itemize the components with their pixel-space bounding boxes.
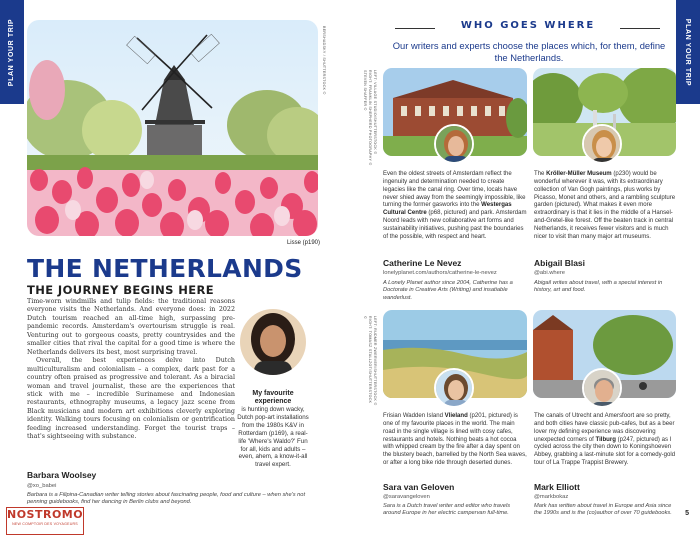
page-number: 5 xyxy=(685,510,689,517)
hero-photo-windmill-tulips xyxy=(27,20,318,236)
writer-3-text: Frisian Wadden Island Vlieland (p201, pictured) is one of my favourite places in the world. The main road in the single village is lined with cosy cafes, restaurants and hotels. Nothing beats a hot cocoa with whipped cream by the fire after a day spent on the blustery beach, barrelled by the North Sea waves, or after a long bike ride through deserted dunes. xyxy=(383,413,527,467)
writer-1-text: Even the oldest streets of Amsterdam reflect the ingenuity and determination needed to create legacies like the canal ring. Over time, locals have never shied away from the seemingly impossible, like turning the former gasworks into the Westergas Cultural Centre (p68, pictured) and park. Amsterdam Noord leads with new collaborative art forms and sustainability initiatives, pushing past the boundaries of the possible, with respect and heart. xyxy=(383,171,527,240)
avatar-sara xyxy=(434,368,474,408)
logo-name: NOSTROMO xyxy=(7,508,84,521)
page-subtitle: THE JOURNEY BEGINS HERE xyxy=(27,283,215,297)
author-bio: Barbara is a Filipina-Canadian writer telling stories about fascinating people, food and culture – when she's not penning guidebooks, find her dancing in Berlin clubs and beyond. xyxy=(27,492,306,506)
intro-paragraph-1: Time-worn windmills and tulip fields: the traditional reasons everyone visits the Netherlands. And everyone does: in 2022 Dutch tourism reached an all-time high, surpassing pre-pandemic records. Amsterdam's overtourism struggle is real. Venturing out to gorgeous coasts, pretty countrysides and the smaller cities that rival the capital for a good time is where the Netherlands delivers its best, most surprising travel. xyxy=(27,298,235,356)
section-title: WHO GOES WHERE xyxy=(460,20,596,31)
writer-4-name: Mark Elliott xyxy=(534,482,580,492)
photo-credit-bottom: LEFT: RUDMER ZWERVER/SHUTTERSTOCK © RIGHT: TOMASZ STALLZOT/SHUTTERSTOCK © xyxy=(363,316,377,406)
section-subtitle: Our writers and experts choose the places which, for them, define the Netherlands. xyxy=(392,40,666,63)
intro-paragraph-2: Overall, the best experiences delve into Dutch multiculturalism and colonialism – a complex, dark past for a country often praised as progressive and tolerant. As a biracial woman and travel journalist, these are the experiences that stick with me – incredible Surinamese and Indonesian restaurants, ethnography museums, a legacy jazz scene from Black musicians and modern art exhibitions cleverly exploring identity. Walking tours focusing on colonialism or gentrification feeding increased understanding. Forget the tourist traps – that's sightseeing with substance. xyxy=(27,357,235,441)
avatar-mark xyxy=(582,368,622,408)
tab-label: PLAN YOUR TRIP xyxy=(8,18,16,86)
favourite-title: My favourite experience xyxy=(252,390,294,405)
place-name: Vlieland xyxy=(444,413,468,419)
place-name: Westergas Cultural Centre xyxy=(383,202,512,217)
plan-your-trip-tab-left[interactable] xyxy=(0,0,24,104)
tab-label: PLAN YOUR TRIP xyxy=(684,18,692,86)
writer-2-name: Abigail Blasi xyxy=(534,258,586,268)
place-name: Tilburg xyxy=(595,436,616,443)
writer-2-bio: Abigail writes about travel, with a special interest in history, art and food. xyxy=(534,280,663,294)
writer-4-text: The canals of Utrecht and Amersfoort are so pretty, and both cities have classic pub-cafes, but as a beer lover my defining experience was discovering unexpected corners of Tilburg (p247, pictured) as I cycled across the city then down to Koningshoeven Abbey, grabbing a last-minute slot for a comedy-gold tour of La Trappe Trappist Brewery. xyxy=(534,413,676,467)
place-name: Kröller-Müller Museum xyxy=(546,171,612,177)
writer-1-bio: A Lonely Planet author since 2004, Catherine has a Doctorate in Creative Arts (Writing) and insatiable wanderlust. xyxy=(383,280,513,301)
writer-1-handle[interactable]: lonelyplanet.com/authors/catherine-le-nevez xyxy=(383,270,497,276)
plan-your-trip-tab-right[interactable] xyxy=(676,0,700,104)
nostromo-logo xyxy=(6,507,84,535)
avatar-catherine xyxy=(434,124,474,164)
hero-caption: Lisse (p190) xyxy=(286,240,320,246)
writer-2-text: The Kröller-Müller Museum (p230) would be wonderful wherever it was, with its extraordinary collection of Van Gogh paintings, plus works by Picasso, Monet and others, and a rambling sculpture garden (pictured). What makes it even more extraordinary is that it lies in the middle of a Hansel-and-Gretel-like forest. Off the beaten track in central Netherlands, it receives fewer visitors and is much nicer to visit than many major art museums. xyxy=(534,171,676,240)
logo-tagline: NEW COMPTOIR DES VOYAGEURS xyxy=(12,522,78,526)
writer-2-handle[interactable]: @abi.where xyxy=(534,270,566,276)
writer-4-handle[interactable]: @markbokaz xyxy=(534,494,569,500)
author-name: Barbara Woolsey xyxy=(27,470,97,480)
avatar-barbara xyxy=(240,309,306,375)
writer-1-name: Catherine Le Nevez xyxy=(383,258,462,268)
avatar-abigail xyxy=(582,124,622,164)
page-title: THE NETHERLANDS xyxy=(27,254,303,283)
photo-credit: BERSHADSKY / SHUTTERSTOCK © xyxy=(322,26,326,95)
favourite-experience xyxy=(237,390,309,469)
writer-4-bio: Mark has written about travel in Europe and Asia since the 1990s and is the (co)author of over 70 guidebooks. xyxy=(534,503,672,517)
photo-credit-top: LEFT: VILLAGE STUDIO/SHUTTERSTOCK © RIGHT: FRANKLIN SHEPHERD PHOTOGRAPHY © STEVEN SHAFFER © xyxy=(363,70,377,166)
favourite-text: is hunting down wacky, Dutch pop-art installations from the 1980s K&V in Rotterdam (p169), a real-life 'Where's Waldo?' Fun for all, kids and adults – even, ahem, a know-it-all travel expert. xyxy=(237,406,309,469)
author-handle[interactable]: @xo_babei xyxy=(27,483,57,489)
writer-3-name: Sara van Geloven xyxy=(383,482,455,492)
writer-3-bio: Sara is a Dutch travel writer and editor who travels around Europe in her electric campervan full-time. xyxy=(383,503,511,517)
intro-text xyxy=(27,298,235,442)
writer-3-handle[interactable]: @saravangeloven xyxy=(383,494,430,500)
